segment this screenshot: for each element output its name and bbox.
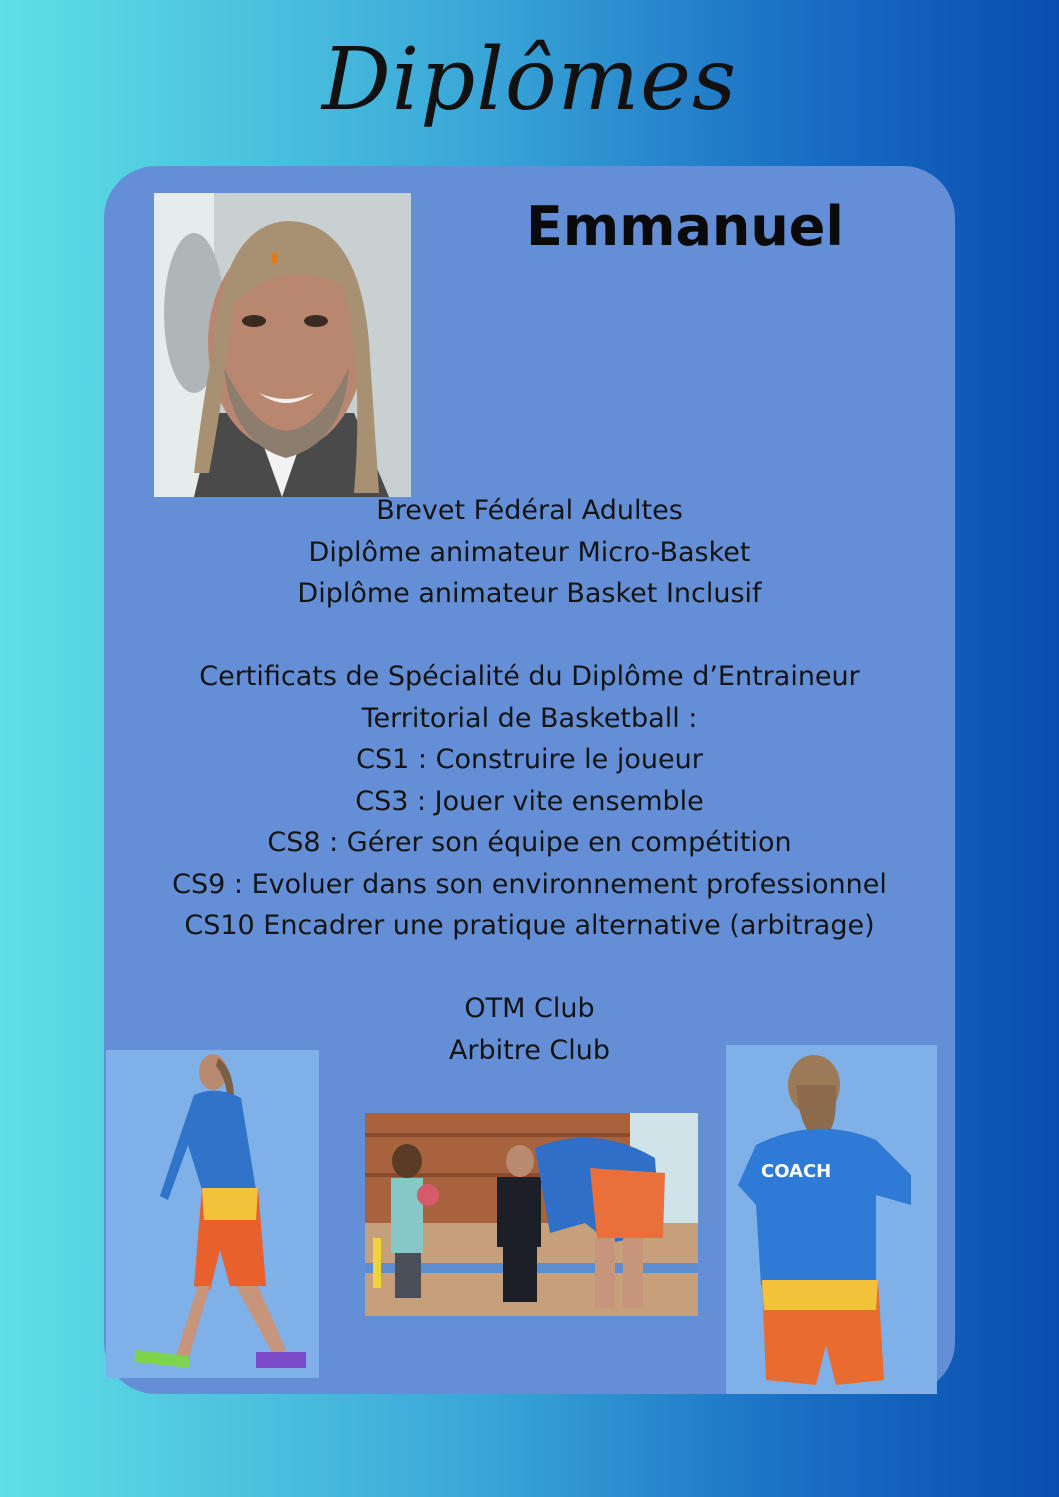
page-title: Diplômes <box>321 30 738 130</box>
coach-back-photo <box>726 1045 937 1394</box>
diploma-line: CS1 : Construire le joueur <box>356 744 703 775</box>
diploma-list <box>104 490 955 1071</box>
diploma-line: Arbitre Club <box>448 1034 611 1066</box>
walking-coach-photo <box>106 1050 319 1378</box>
diploma-line: Diplôme animateur Micro-Basket <box>308 536 751 568</box>
jersey-text: COACH <box>761 1161 832 1182</box>
kids-training-photo <box>365 1113 698 1316</box>
blank-line <box>104 947 955 989</box>
diploma-line: CS10 Encadrer une pratique alternative (arbitrage) <box>184 910 875 941</box>
portrait-photo <box>154 193 411 497</box>
diploma-line: Brevet Fédéral Adultes <box>376 495 683 526</box>
diploma-line: CS9 : Evoluer dans son environnement professionnel <box>172 868 887 900</box>
diploma-line: OTM Club <box>464 993 595 1024</box>
diploma-line: CS3 : Jouer vite ensemble <box>355 785 704 817</box>
diploma-line: CS8 : Gérer son équipe en compétition <box>267 827 792 858</box>
diploma-line: Diplôme animateur Basket Inclusif <box>297 578 762 609</box>
diploma-line: Certificats de Spécialité du Diplôme d’Entraineur <box>199 661 860 692</box>
person-name: Emmanuel <box>526 195 844 258</box>
diploma-line: Territorial de Basketball : <box>361 702 698 734</box>
blank-line <box>104 615 955 657</box>
